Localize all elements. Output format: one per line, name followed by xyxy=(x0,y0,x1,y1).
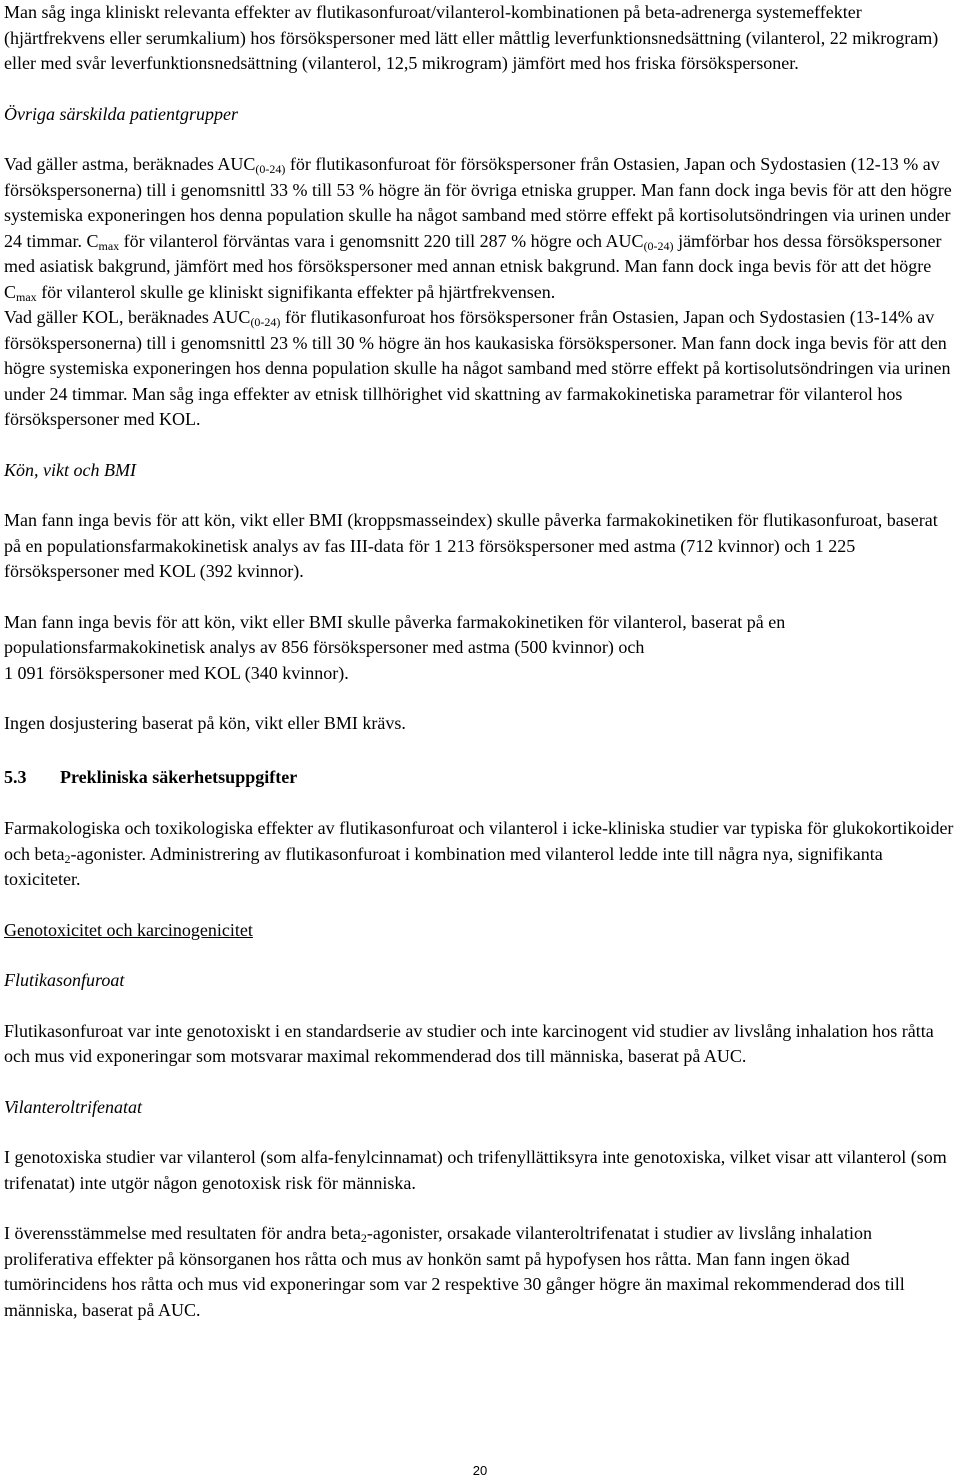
heading-text: Genotoxicitet och karcinogenicitet xyxy=(4,919,253,940)
paragraph-no-dose-adjustment xyxy=(4,711,956,737)
paragraph-vilanterol-genotox xyxy=(4,1145,956,1196)
heading-text: Kön, vikt och BMI xyxy=(4,459,136,480)
heading-text: Vilanteroltrifenatat xyxy=(4,1096,142,1117)
text-run: -agonister, orsakade vilanteroltrifenatat i studier av livslång inhalation proliferativa effekter på könsorganen hos råtta och mus av honkön samt på hypofysen hos råtta. Man fann ingen ökad tumörincidens hos råtta och mus vid exponeringar som var 2 respektive 30 gånger högre än maximal rekommenderad dos till människa, baserat på AUC. xyxy=(4,1223,905,1320)
paragraph-copd-ethnicity xyxy=(4,305,956,433)
text-run: I genotoxiska studier var vilanterol (som alfa-fenylcinnamat) och trifenyllättiksyra inte genotoxiska, vilket visar att vilanterol (som trifenatat) inte utgör någon genotoxisk risk för människa. xyxy=(4,1147,947,1193)
text-run: för flutikasonfuroat för försökspersoner från Ostasien, Japan och Sydostasien (12-13 % av försökspersonerna) till i genomsnittl 33 % till 53 % högre än för övriga etniska grupper. Man fann dock inga bevis för att den högre systemiska exponeringen hos denna population skulle ha något samband med större effekt på kortisolutsöndringen via urinen under 24 timmar. C xyxy=(4,154,952,251)
subscript: 2 xyxy=(360,1231,367,1245)
subscript: (0-24) xyxy=(255,162,286,176)
text-run: 1 091 försökspersoner med KOL (340 kvinnor). xyxy=(4,662,349,683)
section-heading-5-3 xyxy=(4,765,956,791)
heading-vilanterol-trifenatate xyxy=(4,1095,956,1121)
text-run: Flutikasonfuroat var inte genotoxiskt i en standardserie av studier och inte karcinogent vid studier av livslång inhalation hos råtta och mus vid exponeringar som motsvarar maximal rekommenderad dos till människa, baserat på AUC. xyxy=(4,1020,934,1066)
subscript: max xyxy=(98,238,120,253)
text-run: Vad gäller KOL, beräknades AUC xyxy=(4,307,251,327)
text-run: Man såg inga kliniskt relevanta effekter av flutikasonfuroat/vilanterol-kombinationen på beta-adrenerga systemeffekter (hjärtfrekvens eller serumkalium) hos försökspersoner med lätt eller måttlig leverfunktionsnedsättning (vilanterol, 22 mikrogram) eller med svår leverfunktionsnedsättning (vilanterol, 12,5 mikrogram) jämfört med hos friska försökspersoner. xyxy=(4,2,939,73)
subscript: max xyxy=(16,289,37,304)
heading-other-patient-groups xyxy=(4,102,956,128)
paragraph-fluticasone-genotox xyxy=(4,1019,956,1070)
subscript: (0-24) xyxy=(250,315,281,329)
text-run: för flutikasonfuroat hos försökspersoner från Ostasien, Japan och Sydostasien (13-14% av försökspersonerna) till i genomsnittl 23 % till 30 % högre än hos kaukasiska försökspersoner. Man fann dock inga bevis för att den högre systemiska exponeringen hos denna population skulle ha något samband med större effekt på kortisolutsöndringen via urinen under 24 timmar. Man såg inga effekter av etnisk tillhörighet vid skattning av farmakokinetiska parametrar för vilanterol hos försökspersoner med KOL. xyxy=(4,307,951,429)
text-run: för vilanterol förväntas vara i genomsnitt 220 till 287 % högre och AUC xyxy=(119,230,644,251)
section-title: Prekliniska säkerhetsuppgifter xyxy=(60,766,298,787)
text-run: Man fann inga bevis för att kön, vikt eller BMI (kroppsmasseindex) skulle påverka farmakokinetiken för flutikasonfuroat, baserat på en populationsfarmakokinetisk analys av fas III-data för 1 213 försökspersoner med astma (712 kvinnor) och 1 225 försökspersoner med KOL (392 kvinnor). xyxy=(4,510,938,581)
text-run: Farmakologiska och toxikologiska effekter av flutikasonfuroat och vilanterol i icke-kliniska studier var typiska för glukokortikoider och beta xyxy=(4,818,954,864)
subscript: (0-24) xyxy=(643,238,674,253)
text-run: jämförbar hos dessa försökspersoner med asiatisk bakgrund, jämfört med hos försökspersoner med annan etnisk bakgrund. Man fann dock inga bevis för att det högre C xyxy=(4,230,942,302)
paragraph-fluticasone-sex xyxy=(4,508,956,585)
heading-text: Flutikasonfuroat xyxy=(4,970,125,990)
paragraph-vilanterol-sex xyxy=(4,610,956,687)
text-run: Vad gäller astma, beräknades AUC xyxy=(4,154,256,174)
text-run: -agonister. Administrering av flutikasonfuroat i kombination med vilanterol ledde inte till några nya, signifikanta toxiciteter. xyxy=(4,843,883,889)
text-run: för vilanterol skulle ge kliniskt signifikanta effekter på hjärtfrekvensen. xyxy=(36,281,556,302)
heading-genotoxicity xyxy=(4,918,956,944)
paragraph-hepatic xyxy=(4,0,956,77)
paragraph-asthma-ethnicity xyxy=(4,152,956,305)
paragraph-pharmacology-toxicology xyxy=(4,816,956,893)
heading-text: Övriga särskilda patientgrupper xyxy=(4,103,238,124)
section-number: 5.3 xyxy=(4,766,27,787)
page-number: 20 xyxy=(472,1463,488,1478)
document-page xyxy=(4,0,956,1323)
text-run: I överensstämmelse med resultaten för andra beta xyxy=(4,1223,361,1243)
subscript: 2 xyxy=(64,851,71,866)
heading-sex-weight-bmi xyxy=(4,458,956,484)
text-run: Man fann inga bevis för att kön, vikt eller BMI skulle påverka farmakokinetiken för vilanterol, baserat på en populationsfarmakokinetisk analys av 856 försökspersoner med astma (500 kvinnor) och xyxy=(4,611,786,657)
heading-fluticasone xyxy=(4,968,956,994)
text-run: Ingen dosjustering baserat på kön, vikt eller BMI krävs. xyxy=(4,713,406,733)
paragraph-vilanterol-carcinogen xyxy=(4,1221,956,1323)
